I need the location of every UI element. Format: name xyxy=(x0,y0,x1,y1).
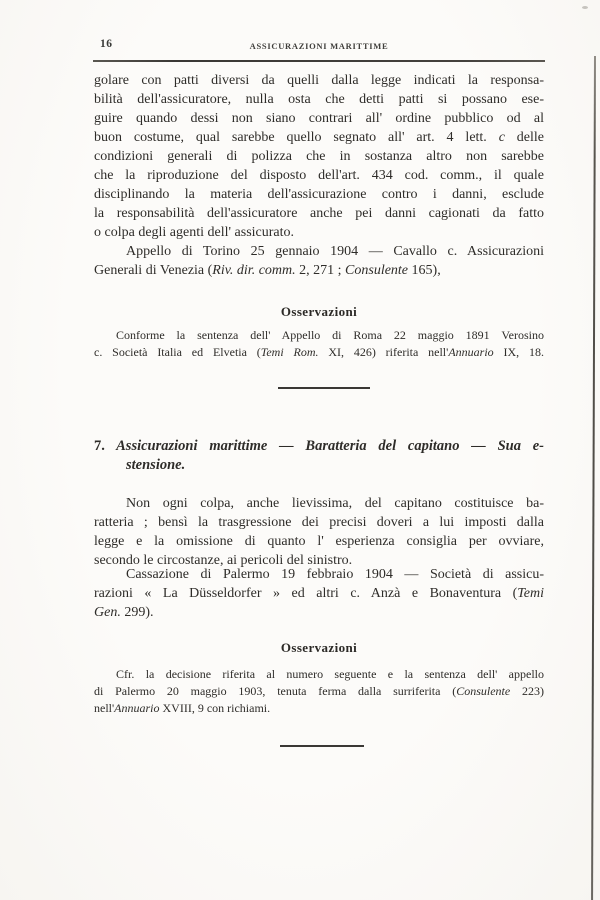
entry-7-heading: 7. Assicurazioni marittime — Baratteria del capitano — Sua e- stensione. xyxy=(94,438,544,473)
entry-6-osservazioni-text: Conforme la sentenza dell' Appello di Roma 22 maggio 1891 Verosino c. Società Italia ed Elvetia (Temi Rom. XI, 426) riferita nell'Annuario IX, 18. xyxy=(94,328,544,359)
page-edge-line xyxy=(591,56,596,900)
osservazioni-heading-2: Osservazioni xyxy=(280,640,358,655)
entry-7-body-text: Non ogni colpa, anche lievissima, del capitano costituisce ba- ratteria ; bensì la trasgressione dei precisi doveri a lui imposti dalla legge e la omissione di quanto l' esperienza consiglia per ovviare, secondo le circostanze, ai pericoli del sinistro. xyxy=(94,496,544,568)
page-number: 16 xyxy=(100,38,113,50)
header-rule xyxy=(93,60,545,62)
section-divider-1 xyxy=(278,387,370,389)
entry-6-body-text: golare con patti diversi da quelli dalla legge indicati la responsa- bilità dell'assicuratore, nulla osta che detti patti si possano ese- guire quando dessi non siano contrari all' ordine pubblico od al buon costume, qual sarebbe quello segnato all' art. 4 lett. c delle condizioni generali di polizza che in sostanza altro non sarebbe che la riproduzione del disposto dell'art. 434 cod. comm., il quale disciplinando la materia dell'assicurazione contro i danni, esclude la responsabilità dell'assicuratore anche pei danni cagionati da fatto o colpa degli agenti dell' assicurato. xyxy=(94,73,544,240)
entry-7-citation: Cassazione di Palermo 19 febbraio 1904 — Società di assicu- razioni « La Düsseldorfer » ed altri c. Anzà e Bonaventura (Temi Gen. 299). xyxy=(94,567,544,620)
page-header xyxy=(94,38,544,54)
osservazioni-heading-1: Osservazioni xyxy=(280,304,358,319)
entry-7-osservazioni-text: Cfr. la decisione riferita al numero seguente e la sentenza dell' appello di Palermo 20 maggio 1903, tenuta ferma dalla surriferita (Consulente 223) nell'Annuario XVIII, 9 con richiami. xyxy=(94,667,544,715)
entry-6-citation: Appello di Torino 25 gennaio 1904 — Cavallo c. Assicurazioni Generali di Venezia (Riv. dir. comm. 2, 271 ; Consulente 165), xyxy=(94,244,544,278)
section-divider-2 xyxy=(280,745,364,747)
running-title: ASSICURAZIONI MARITTIME xyxy=(249,41,389,51)
scan-speck xyxy=(582,6,588,9)
